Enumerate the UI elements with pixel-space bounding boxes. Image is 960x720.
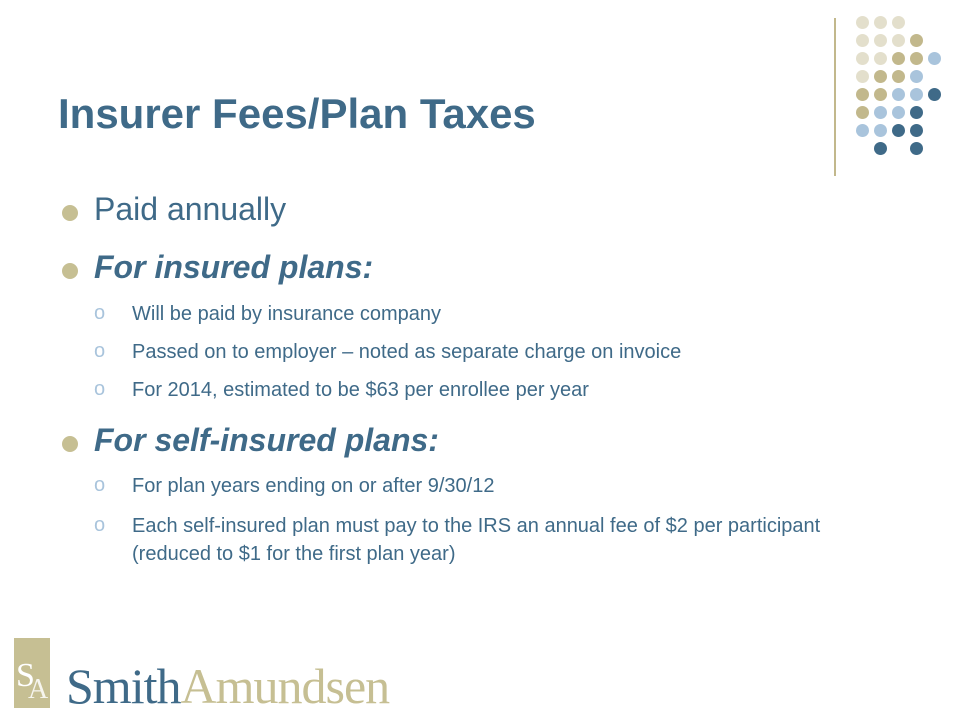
- sub-bullet-text: For plan years ending on or after 9/30/12: [132, 475, 495, 497]
- decor-dot: [910, 142, 923, 155]
- decor-dot: [892, 34, 905, 47]
- decor-dot: [874, 124, 887, 137]
- decor-dot: [910, 124, 923, 137]
- decor-dot: [874, 70, 887, 83]
- decor-dot: [874, 34, 887, 47]
- decor-dot: [856, 70, 869, 83]
- smithamundsen-monogram-logo: [14, 638, 50, 708]
- sub-bullet-text: Will be paid by insurance company: [132, 303, 442, 325]
- svg-text:A: A: [28, 674, 49, 705]
- decor-dot: [856, 106, 869, 119]
- decor-dot: [892, 106, 905, 119]
- sub-bullet-text: Each self-insured plan must pay to the IRS an annual fee of $2 per participant (reduced to $1 for the first plan year): [132, 515, 821, 565]
- sub-bullet-marker: o: [94, 514, 106, 536]
- sub-bullet-marker: o: [94, 340, 106, 362]
- decor-dot: [856, 16, 869, 29]
- sub-bullet-marker: o: [94, 474, 106, 496]
- bullet-text: For insured plans:: [94, 249, 374, 285]
- decor-dot: [910, 88, 923, 101]
- decor-dot: [856, 52, 869, 65]
- decor-dot: [892, 16, 905, 29]
- sub-bullet-marker: o: [94, 302, 106, 324]
- decor-dot: [892, 88, 905, 101]
- bullet-text: Paid annually: [94, 191, 287, 227]
- decor-dot: [892, 70, 905, 83]
- decor-dot: [874, 106, 887, 119]
- decor-dot: [892, 124, 905, 137]
- decor-dot: [856, 34, 869, 47]
- sub-bullet-marker: o: [94, 378, 106, 400]
- bullet-icon: [62, 205, 78, 221]
- decor-dot: [928, 88, 941, 101]
- bullet-icon: [62, 263, 78, 279]
- decor-dot: [874, 52, 887, 65]
- decor-dot: [928, 52, 941, 65]
- sub-bullet-text: For 2014, estimated to be $63 per enrollee per year: [132, 379, 589, 401]
- decor-dot: [910, 70, 923, 83]
- decor-dot: [856, 124, 869, 137]
- decor-dot: [892, 52, 905, 65]
- decorative-vertical-line: [834, 18, 836, 176]
- decor-dot: [910, 106, 923, 119]
- decor-dot: [910, 34, 923, 47]
- sub-bullet-text: Passed on to employer – noted as separate charge on invoice: [132, 341, 682, 363]
- decor-dot: [856, 88, 869, 101]
- bullet-icon: [62, 436, 78, 452]
- slide-title: Insurer Fees/Plan Taxes: [58, 90, 536, 137]
- decor-dot: [874, 142, 887, 155]
- decor-dot: [874, 16, 887, 29]
- svg-text:S: S: [16, 657, 35, 694]
- logo-name-part2: Amundsen: [180, 658, 390, 714]
- decor-dot: [910, 52, 923, 65]
- decor-dot: [874, 88, 887, 101]
- smithamundsen-wordmark: [66, 656, 389, 716]
- bullet-text: For self-insured plans:: [94, 422, 439, 458]
- logo-name-part1: Smith: [66, 658, 181, 714]
